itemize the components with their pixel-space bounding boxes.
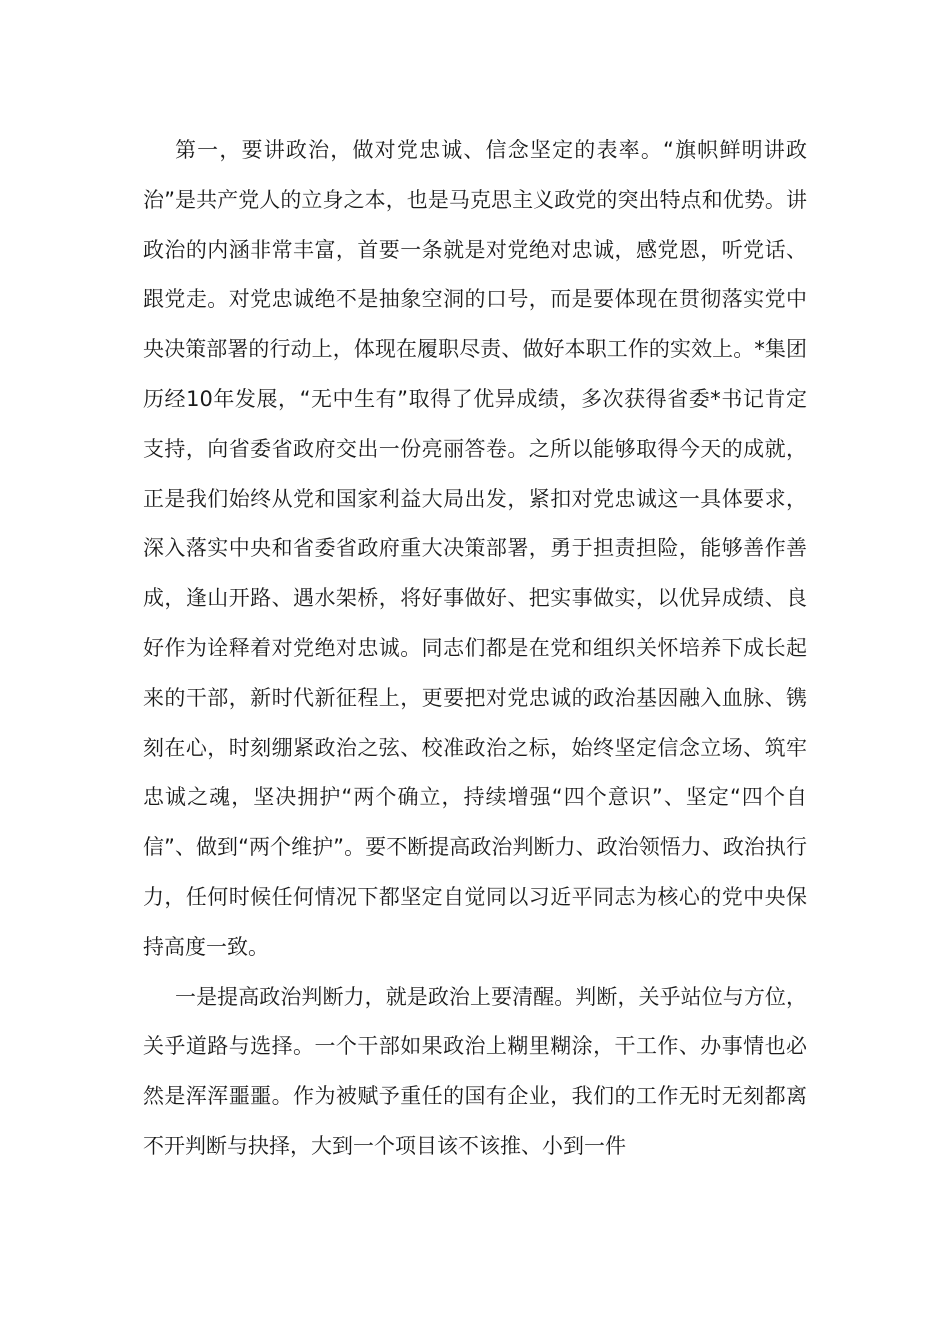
paragraph-political-loyalty: 第一，要讲政治，做对党忠诚、信念坚定的表率。“旗帜鲜明讲政治”是共产党人的立身之本，也是马克思主义政党的突出特点和优势。讲政治的内涵非常丰富，首要一条就是对党绝对忠诚，感党恩，听党话、跟党走。对党忠诚绝不是抽象空洞的口号，而是要体现在贯彻落实党中央决策部署的行动上，体现在履职尽责、做好本职工作的实效上。*集团历经10年发展，“无中生有”取得了优异成绩，多次获得省委*书记肯定支持，向省委省政府交出一份亮丽答卷。之所以能够取得今天的成就，正是我们始终从党和国家利益大局出发，紧扣对党忠诚这一具体要求，深入落实中央和省委省政府重大决策部署，勇于担责担险，能够善作善成，逢山开路、遇水架桥，将好事做好、把实事做实，以优异成绩、良好作为诠释着对党绝对忠诚。同志们都是在党和组织关怀培养下成长起来的干部，新时代新征程上，更要把对党忠诚的政治基因融入血脉、镌刻在心，时刻绷紧政治之弦、校准政治之标，始终坚定信念立场、筑牢忠诚之魂，坚决拥护“两个确立，持续增强“四个意识”、坚定“四个自信”、做到“两个维护”。要不断提高政治判断力、政治领悟力、政治执行力，任何时候任何情况下都坚定自觉同以习近平同志为核心的党中央保持高度一致。: [143, 138, 807, 959]
document-body: [143, 126, 807, 1172]
paragraph-political-judgment: 一是提高政治判断力，就是政治上要清醒。判断，关乎站位与方位，关乎道路与选择。一个干部如果政治上糊里糊涂，干工作、办事情也必然是浑浑噩噩。作为被赋予重任的国有企业，我们的工作无时无刻都离不开判断与抉择，大到一个项目该不该推、小到一件: [143, 984, 807, 1158]
